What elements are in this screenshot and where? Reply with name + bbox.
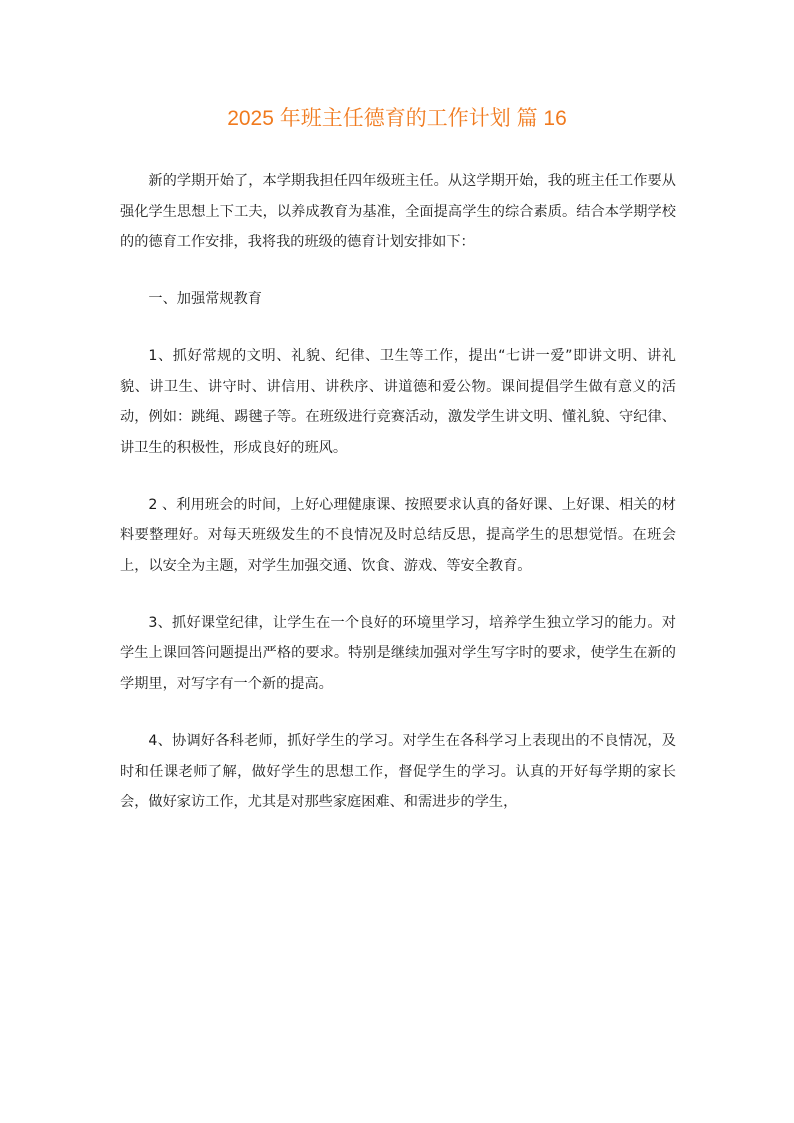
- item-paragraph: 2 、利用班会的时间，上好心理健康课、按照要求认真的备好课、上好课、相关的材料要整理好。对每天班级发生的不良情况及时总结反思，提高学生的思想觉悟。在班会上，以安全为主题，对学生加强交通、饮食、游戏、等安全教育。: [120, 496, 676, 575]
- item-paragraph: 3、抓好课堂纪律，让学生在一个良好的环境里学习，培养学生独立学习的能力。对学生上课回答问题提出严格的要求。特别是继续加强对学生写字时的要求，使学生在新的学期里，对写字有一个新的提高。: [120, 614, 676, 693]
- section-heading: 一、加强常规教育: [148, 291, 262, 308]
- item-paragraph: 4、协调好各科老师，抓好学生的学习。对学生在各科学习上表现出的不良情况，及时和任课老师了解，做好学生的思想工作，督促学生的学习。认真的开好每学期的家长会，做好家访工作，尤其是对那些家庭困难、和需进步的学生，: [120, 732, 676, 811]
- intro-paragraph: 新的学期开始了，本学期我担任四年级班主任。从这学期开始，我的班主任工作要从强化学生思想上下工夫，以养成教育为基准，全面提高学生的综合素质。结合本学期学校的的德育工作安排，我将我的班级的德育计划安排如下：: [120, 173, 676, 251]
- document-title: 2025 年班主任德育的工作计划 篇 16: [227, 107, 567, 130]
- document-body: [120, 166, 676, 844]
- item-paragraph: 1、抓好常规的文明、礼貌、纪律、卫生等工作，提出“七讲一爱”即讲文明、讲礼貌、讲卫生、讲守时、讲信用、讲秩序、讲道德和爱公物。课间提倡学生做有意义的活动，例如：跳绳、踢毽子等。在班级进行竞赛活动，激发学生讲文明、懂礼貌、守纪律、讲卫生的积极性，形成良好的班风。: [120, 347, 676, 456]
